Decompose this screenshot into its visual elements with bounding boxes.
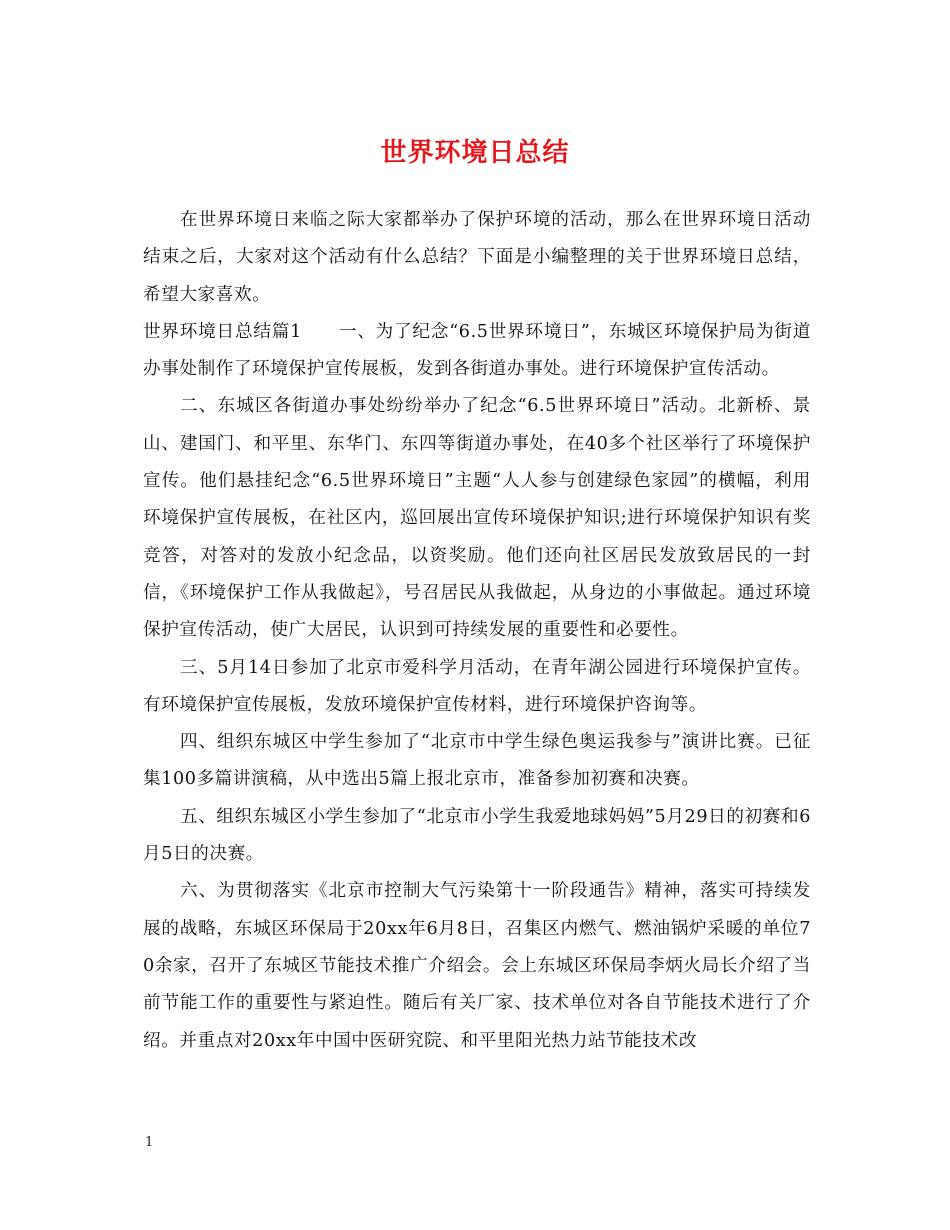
section-6-paragraph: 六、为贯彻落实《北京市控制大气污染第十一阶段通告》精神，落实可持续发展的战略，东城区环保局于20xx年6月8日，召集区内燃气、燃油锅炉采暖的单位70余家，召开了东城区节能技术推广介绍会。会上东城区环保局李炳火局长介绍了当前节能工作的重要性与紧迫性。随后有关厂家、技术单位对各自节能技术进行了介绍。并重点对20xx年中国中医研究院、和平里阳光热力站节能技术改 [143, 881, 811, 1051]
document-body [143, 202, 811, 1060]
document-title: 世界环境日总结 [380, 138, 570, 168]
section-5-paragraph: 五、组织东城区小学生参加了“北京市小学生我爱地球妈妈”5月29日的初赛和6月5日的决赛。 [143, 806, 811, 865]
section-4-paragraph: 四、组织东城区中学生参加了“北京市中学生绿色奥运我参与”演讲比赛。已征集100多篇讲演稿，从中选出5篇上报北京市，准备参加初赛和决赛。 [143, 732, 811, 790]
page-number: 1 [145, 1135, 154, 1150]
section-2-paragraph: 二、东城区各街道办事处纷纷举办了纪念“6.5世界环境日”活动。北新桥、景山、建国门、和平里、东华门、东四等街道办事处，在40多个社区举行了环境保护宣传。他们悬挂纪念“6.5世界环境日”主题“人人参与创建绿色家园”的横幅，利用环境保护宣传展板，在社区内，巡回展出宣传环境保护知识;进行环境保护知识有奖竞答，对答对的发放小纪念品，以资奖励。他们还向社区居民发放致居民的一封信，《环境保护工作从我做起》，号召居民从我做起，从身边的小事做起。通过环境保护宣传活动，使广大居民，认识到可持续发展的重要性和必要性。 [143, 396, 811, 641]
section-1-paragraph: 世界环境日总结篇1 一、为了纪念“6.5世界环境日”，东城区环境保护局为街道办事处制作了环境保护宣传展板，发到各街道办事处。进行环境保护宣传活动。 [143, 321, 811, 380]
section-3-paragraph: 三、5月14日参加了北京市爱科学月活动，在青年湖公园进行环境保护宣传。有环境保护宣传展板，发放环境保护宣传材料，进行环境保护咨询等。 [143, 657, 811, 715]
intro-paragraph: 在世界环境日来临之际大家都举办了保护环境的活动，那么在世界环境日活动结束之后，大家对这个活动有什么总结？下面是小编整理的关于世界环境日总结，希望大家喜欢。 [143, 210, 811, 305]
